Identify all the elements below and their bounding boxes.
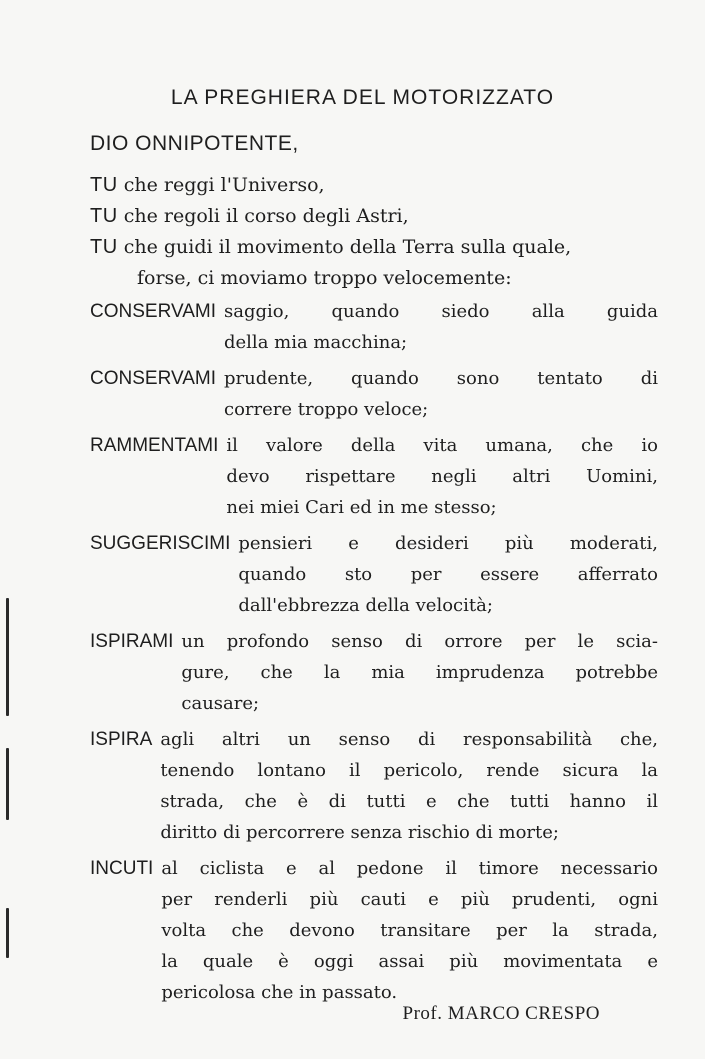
tu-block — [90, 170, 670, 294]
stanza-verb: RAMMENTAMI — [90, 435, 219, 456]
stanza-line: agli altri un senso di responsabilità che, — [160, 729, 658, 750]
stanza-verb: CONSERVAMI — [90, 368, 216, 389]
stanza-line: strada, che è di tutti e che tutti hanno il — [160, 791, 658, 812]
stanza-line: per renderli più cauti e più prudenti, ogni — [161, 889, 658, 910]
stanza-line: quando sto per essere afferrato — [238, 564, 658, 585]
stanza-line: causare; — [181, 693, 260, 714]
tu-line — [90, 232, 670, 263]
stanza — [90, 430, 658, 523]
stanza-text — [224, 296, 658, 358]
tu-lead: TU — [90, 174, 118, 196]
stanza-line: volta che devono transitare per la strada, — [161, 920, 658, 941]
stanza — [90, 528, 658, 621]
stanza-text — [181, 626, 658, 719]
stanza-verb: CONSERVAMI — [90, 301, 216, 322]
stanza-text — [224, 363, 658, 425]
tu-lead: TU — [90, 236, 118, 258]
stanza-line: tenendo lontano il pericolo, rende sicura la — [160, 760, 658, 781]
stanza-line: pensieri e desideri più moderati, — [238, 533, 658, 554]
stanza — [90, 296, 658, 358]
stanza-line: il valore della vita umana, che io — [226, 435, 658, 456]
stanza-text — [160, 724, 658, 848]
stanza — [90, 853, 658, 1008]
tu-lead: TU — [90, 205, 118, 227]
stanza-line: devo rispettare negli altri Uomini, — [226, 466, 658, 487]
stanza-verb: SUGGERISCIMI — [90, 533, 231, 554]
stanza-line: al ciclista e al pedone il timore necessario — [161, 858, 658, 879]
signature: Prof. MARCO CRESPO — [402, 1003, 600, 1024]
stanza-text — [226, 430, 658, 523]
invocation: DIO ONNIPOTENTE, — [90, 132, 299, 155]
stanza-line: correre troppo veloce; — [224, 399, 429, 420]
scan-edge-mark — [6, 908, 9, 958]
tu-text: che guidi il movimento della Terra sulla quale, — [123, 236, 572, 258]
page-title: LA PREGHIERA DEL MOTORIZZATO — [170, 86, 555, 109]
stanza — [90, 626, 658, 719]
stanza-list — [90, 296, 658, 1013]
stanza-text — [238, 528, 658, 621]
stanza-line: gure, che la mia imprudenza potrebbe — [181, 662, 658, 683]
stanza-line: saggio, quando siedo alla guida — [224, 301, 658, 322]
stanza-line: della mia macchina; — [224, 332, 408, 353]
stanza-verb: ISPIRAMI — [90, 631, 174, 652]
stanza-line: pericolosa che in passato. — [161, 982, 398, 1003]
tu-text: che regoli il corso degli Astri, — [123, 205, 409, 227]
tu-line — [90, 201, 670, 232]
stanza — [90, 724, 658, 848]
stanza-line: diritto di percorrere senza rischio di morte; — [160, 822, 559, 843]
scan-edge-mark — [6, 598, 9, 716]
tu-text: che reggi l'Universo, — [123, 174, 325, 196]
stanza-verb: INCUTI — [90, 858, 154, 879]
stanza-line: un profondo senso di orrore per le scia- — [181, 631, 658, 652]
stanza-line: dall'ebbrezza della velocità; — [238, 595, 493, 616]
stanza-line: prudente, quando sono tentato di — [224, 368, 658, 389]
stanza-verb: ISPIRA — [90, 729, 153, 750]
stanza-line: la quale è oggi assai più movimentata e — [161, 951, 658, 972]
tu-line — [90, 170, 670, 201]
stanza — [90, 363, 658, 425]
scan-edge-mark — [6, 748, 9, 820]
stanza-line: nei miei Cari ed in me stesso; — [226, 497, 497, 518]
tu-continuation: forse, ci moviamo troppo velocemente: — [137, 267, 512, 289]
stanza-text — [161, 853, 658, 1008]
